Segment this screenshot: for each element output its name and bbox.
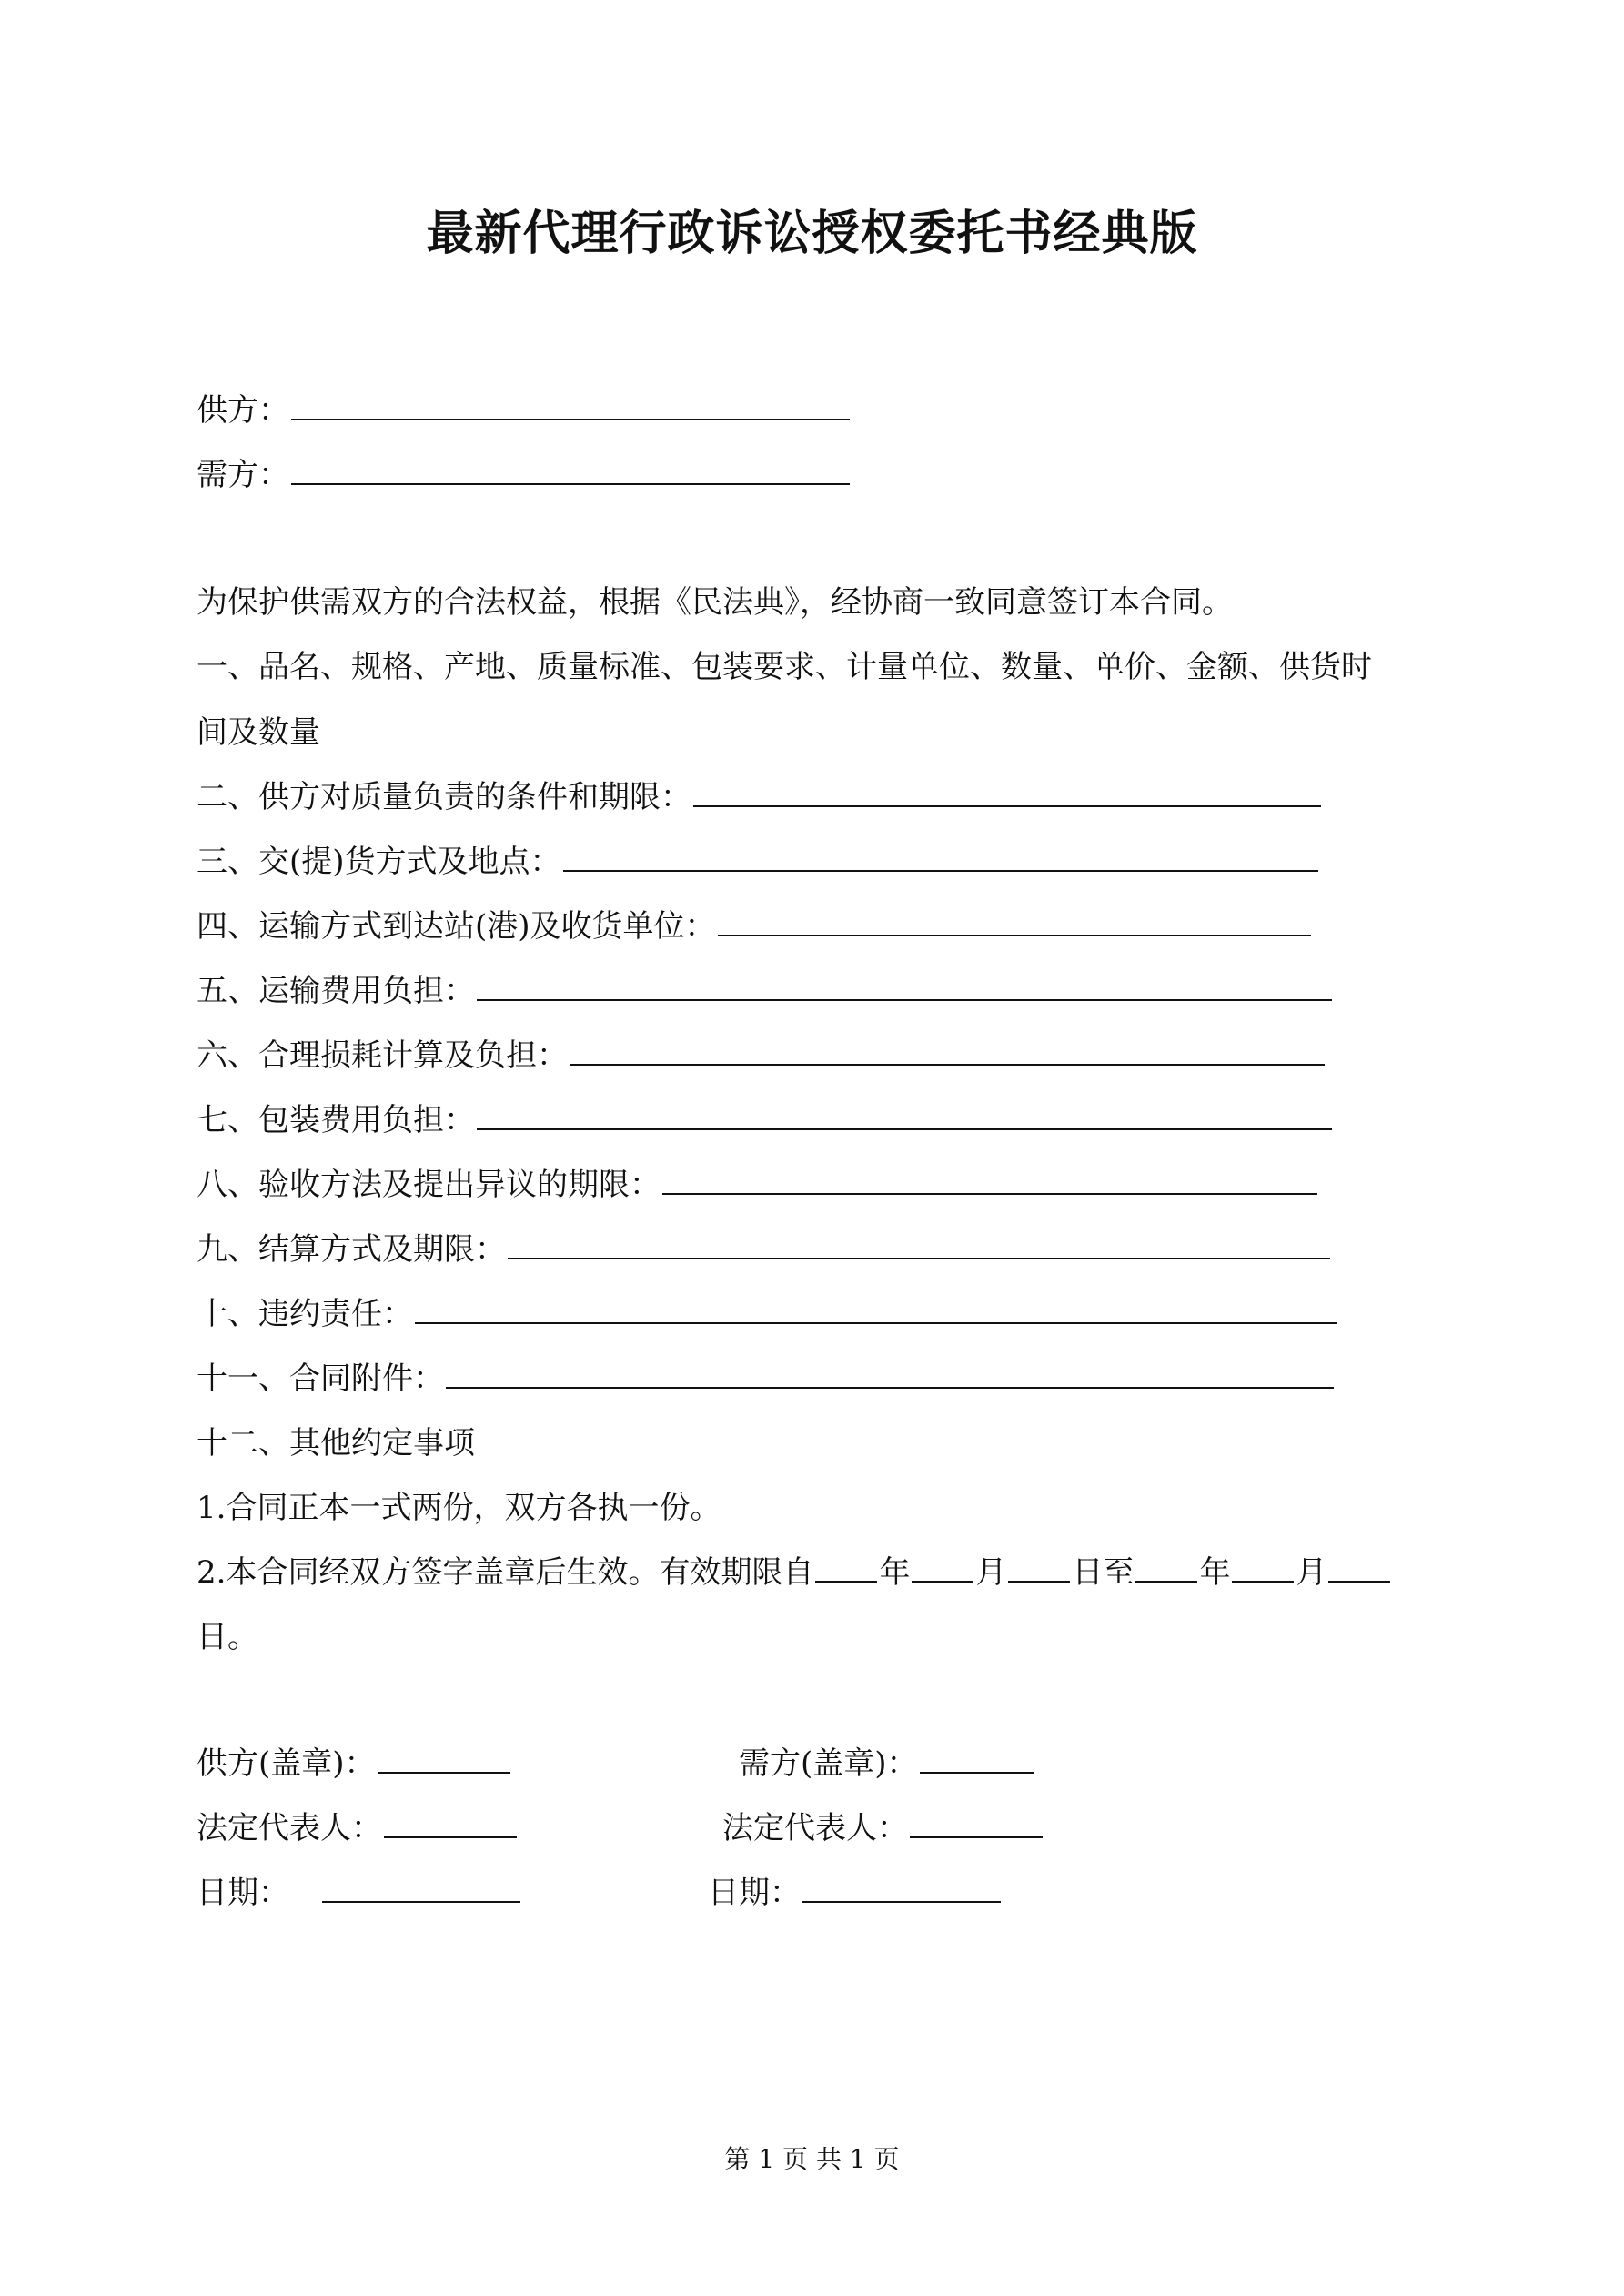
clause-4-line bbox=[197, 904, 1311, 949]
legal-rep-right-label: 法定代表人： bbox=[722, 1810, 908, 1846]
end-day-blank[interactable] bbox=[1328, 1550, 1390, 1583]
start-day-blank[interactable] bbox=[1008, 1550, 1070, 1583]
clause-7-blank[interactable] bbox=[477, 1097, 1332, 1130]
buyer-label: 需方： bbox=[197, 457, 289, 493]
legal-rep-right-line bbox=[722, 1805, 1043, 1851]
start-day-label: 日至 bbox=[1072, 1554, 1135, 1591]
clause-1-line-2: 间及数量 bbox=[197, 714, 320, 751]
clause-7-line bbox=[197, 1097, 1332, 1143]
date-left-blank[interactable] bbox=[322, 1870, 520, 1903]
clause-1-line-1: 一、品名、规格、产地、质量标准、包装要求、计量单位、数量、单价、金额、供货时 bbox=[197, 649, 1372, 685]
clause-3-blank[interactable] bbox=[563, 839, 1318, 872]
page-number-footer: 第 1 页 共 1 页 bbox=[724, 2144, 900, 2174]
start-month-blank[interactable] bbox=[912, 1550, 973, 1583]
clause-11-label: 十一、合同附件： bbox=[197, 1360, 444, 1397]
term-2-line-1 bbox=[197, 1550, 1392, 1595]
clause-9-label: 九、结算方式及期限： bbox=[197, 1231, 506, 1268]
clause-9-line bbox=[197, 1227, 1330, 1272]
document-title: 最新代理行政诉讼授权委托书经典版 bbox=[426, 206, 1198, 261]
clause-11-blank[interactable] bbox=[446, 1356, 1334, 1389]
supplier-line bbox=[197, 388, 850, 433]
buyer-seal-line bbox=[739, 1741, 1034, 1786]
clause-9-blank[interactable] bbox=[508, 1227, 1330, 1259]
clause-4-blank[interactable] bbox=[718, 904, 1311, 936]
legal-rep-left-label: 法定代表人： bbox=[197, 1810, 382, 1846]
clause-6-line bbox=[197, 1033, 1325, 1078]
legal-rep-left-line bbox=[197, 1805, 517, 1851]
date-right-blank[interactable] bbox=[802, 1870, 1001, 1903]
clause-8-blank[interactable] bbox=[662, 1162, 1317, 1195]
term-1: 1.合同正本一式两份，双方各执一份。 bbox=[197, 1490, 721, 1526]
clause-10-label: 十、违约责任： bbox=[197, 1296, 413, 1332]
clause-3-line bbox=[197, 839, 1318, 885]
supplier-seal-label: 供方(盖章)： bbox=[197, 1745, 376, 1782]
legal-rep-left-blank[interactable] bbox=[384, 1805, 517, 1838]
start-year-blank[interactable] bbox=[815, 1550, 877, 1583]
clause-6-label: 六、合理损耗计算及负担： bbox=[197, 1037, 568, 1074]
buyer-blank[interactable] bbox=[291, 452, 850, 485]
clause-11-line bbox=[197, 1356, 1334, 1401]
supplier-seal-line bbox=[197, 1741, 510, 1786]
legal-rep-right-blank[interactable] bbox=[910, 1805, 1043, 1838]
clause-8-line bbox=[197, 1162, 1317, 1208]
clause-5-blank[interactable] bbox=[477, 968, 1332, 1001]
supplier-label: 供方： bbox=[197, 392, 289, 429]
clause-3-label: 三、交(提)货方式及地点： bbox=[197, 844, 561, 880]
end-year-blank[interactable] bbox=[1135, 1550, 1197, 1583]
buyer-seal-blank[interactable] bbox=[920, 1741, 1034, 1774]
clause-10-line bbox=[197, 1291, 1337, 1337]
date-left-line bbox=[197, 1870, 520, 1916]
end-month-blank[interactable] bbox=[1232, 1550, 1294, 1583]
clause-5-label: 五、运输费用负担： bbox=[197, 973, 475, 1009]
date-left-label: 日期： bbox=[197, 1875, 289, 1911]
buyer-seal-label: 需方(盖章)： bbox=[739, 1745, 918, 1782]
buyer-line bbox=[197, 452, 850, 498]
start-month-label: 月 bbox=[975, 1554, 1007, 1591]
start-year-label: 年 bbox=[879, 1554, 911, 1591]
intro-paragraph: 为保护供需双方的合法权益，根据《民法典》，经协商一致同意签订本合同。 bbox=[197, 584, 1233, 621]
supplier-seal-blank[interactable] bbox=[378, 1741, 510, 1774]
end-month-label: 月 bbox=[1296, 1554, 1327, 1591]
clause-2-label: 二、供方对质量负责的条件和期限： bbox=[197, 779, 691, 815]
end-year-label: 年 bbox=[1199, 1554, 1231, 1591]
clause-12-line: 十二、其他约定事项 bbox=[197, 1425, 475, 1462]
clause-8-label: 八、验收方法及提出异议的期限： bbox=[197, 1167, 661, 1203]
date-right-label: 日期： bbox=[708, 1875, 801, 1911]
clause-2-line bbox=[197, 774, 1321, 820]
clause-6-blank[interactable] bbox=[570, 1033, 1325, 1066]
clause-4-label: 四、运输方式到达站(港)及收货单位： bbox=[197, 908, 716, 945]
clause-10-blank[interactable] bbox=[415, 1291, 1337, 1324]
clause-5-line bbox=[197, 968, 1332, 1014]
clause-7-label: 七、包装费用负担： bbox=[197, 1102, 475, 1138]
term-2-line-2: 日。 bbox=[197, 1619, 258, 1655]
date-right-line bbox=[708, 1870, 1001, 1916]
term-2-prefix: 2.本合同经双方签字盖章后生效。有效期限自 bbox=[197, 1554, 814, 1591]
clause-2-blank[interactable] bbox=[693, 774, 1321, 807]
supplier-blank[interactable] bbox=[291, 388, 850, 420]
